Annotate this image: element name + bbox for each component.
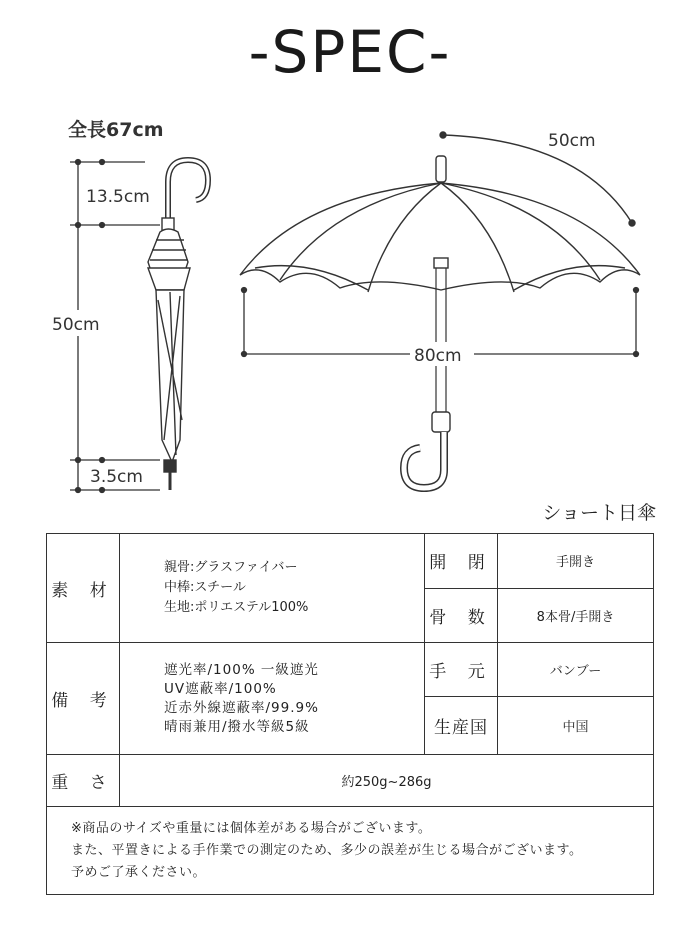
ribs-label: 骨 数 [425,588,498,643]
handle-length-label: 13.5cm [86,187,150,207]
remarks-line: 近赤外線遮蔽率/99.9% [164,699,319,716]
weight-value: 約250g~286g [120,755,654,807]
handle-label: 手 元 [425,643,498,697]
opening-label: 開 閉 [425,534,498,589]
weight-label: 重 さ [47,755,120,807]
tip-length-label: 3.5cm [90,467,143,487]
remarks-line: 遮光率/100% 一級遮光 [164,661,319,678]
origin-label: 生産国 [425,697,498,755]
handle-value: バンブー [498,643,654,697]
origin-value: 中国 [498,697,654,755]
remarks-line: UV遮蔽率/100% [164,680,277,697]
note-line: 予めご了承ください。 [71,864,207,880]
remarks-label: 備 考 [47,643,120,755]
material-line: 中棒:スチール [164,580,246,595]
remarks-line: 晴雨兼用/撥水等級5級 [164,718,310,735]
rib-length-label: 50cm [548,131,596,151]
note-line: ※商品のサイズや重量には個体差がある場合がございます。 [71,820,432,836]
page-title: -SPEC- [248,18,452,86]
body-length-label: 50cm [52,315,100,335]
material-label: 素 材 [47,534,120,643]
product-name: ショート日傘 [542,502,656,524]
notes [47,807,654,895]
material-details [120,534,425,643]
material-line: 親骨:グラスファイバー [164,560,298,575]
canopy-width-label: 80cm [414,346,462,366]
total-length-label: 全長67cm [68,119,164,141]
material-line: 生地:ポリエステル100% [164,600,309,615]
opening-value: 手開き [498,534,654,589]
note-line: また、平置きによる手作業での測定のため、多少の誤差が生じる場合がございます。 [71,842,583,858]
open-umbrella-icon [240,132,640,488]
spec-table [46,533,654,895]
ribs-value: 8本骨/手開き [498,588,654,643]
folded-umbrella-icon [148,160,208,490]
remarks-details [120,643,425,755]
